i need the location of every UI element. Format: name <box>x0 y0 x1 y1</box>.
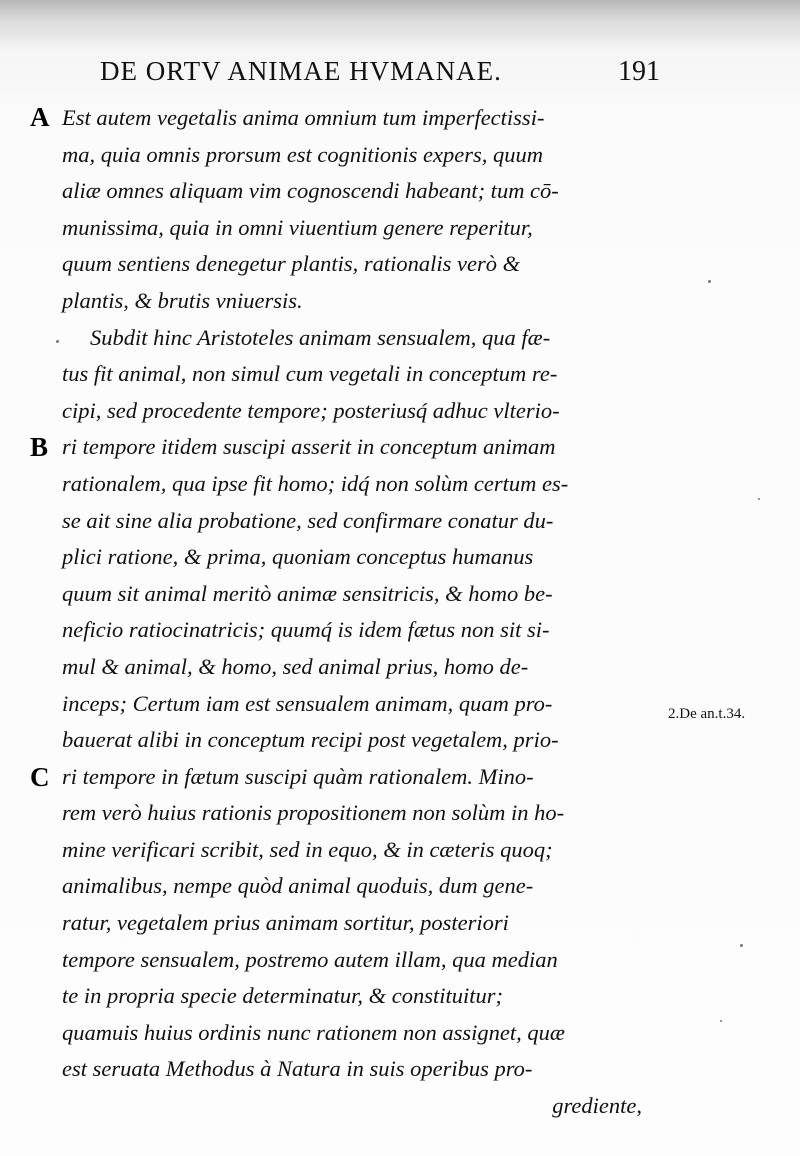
text-line: inceps; Certum iam est sensualem animam, quam pro- <box>62 690 553 716</box>
text-line: neficio ratiocinatricis; quumq́ is idem fætus non sit si- <box>62 617 550 643</box>
text-line: quum sit animal meritò animæ sensitricis, & homo be- <box>62 580 553 606</box>
text-line: plantis, & brutis vniuersis. <box>62 287 303 313</box>
text-line: cipi, sed procedente tempore; posteriusq́ adhuc vlterio- <box>62 397 560 423</box>
text-line: Est autem vegetalis anima omnium tum imperfectissi- <box>62 105 545 130</box>
text-line: ma, quia omnis prorsum est cognitionis expers, quum <box>62 141 544 167</box>
text-line: tempore sensualem, postremo autem illam, qua median <box>62 946 558 972</box>
text-line: mul & animal, & homo, sed animal prius, homo de- <box>62 653 529 679</box>
margin-letter-c: C <box>30 762 50 792</box>
text-line: aliæ omnes aliquam vim cognoscendi habeant; tum cō- <box>62 178 559 204</box>
text-line: tus fit animal, non simul cum vegetali in conceptum re- <box>62 361 558 387</box>
text-line: quamuis huius ordinis nunc rationem non assignet, quæ <box>62 1019 565 1045</box>
margin-note: 2.De an.t.34. <box>668 706 746 722</box>
text-line: ratur, vegetalem prius animam sortitur, posteriori <box>62 910 509 936</box>
ink-speck <box>758 498 760 500</box>
page-number: 191 <box>618 56 660 87</box>
running-title: DE ORTV ANIMAE HVMANAE. <box>100 56 502 86</box>
ink-speck <box>740 944 743 947</box>
margin-letter-a: A <box>30 102 50 132</box>
text-line: rationalem, qua ipse fit homo; idq́ non solùm certum es- <box>62 470 569 496</box>
text-line: ri tempore in fætum suscipi quàm rationalem. Mino- <box>62 763 534 789</box>
text-line: animalibus, nempe quòd animal quoduis, dum gene- <box>62 873 534 899</box>
text-line: munissima, quia in omni viuentium genere reperitur, <box>62 214 533 240</box>
text-line: quum sentiens denegetur plantis, rationalis verò & <box>62 251 521 277</box>
text-line: plici ratione, & prima, quoniam conceptus humanus <box>62 544 534 570</box>
page-top-shadow <box>0 0 800 50</box>
text-line: ri tempore itidem suscipi asserit in conceptum animam <box>62 434 556 460</box>
ink-speck <box>56 340 59 343</box>
body-text <box>62 100 662 1125</box>
text-line: te in propria specie determinatur, & constituitur; <box>62 983 504 1009</box>
text-line: est seruata Methodus à Natura in suis operibus pro- <box>62 1056 533 1082</box>
text-line: mine verificari scribit, sed in equo, & in cæteris quoq; <box>62 836 553 862</box>
text-line: rem verò huius rationis propositionem non solùm in ho- <box>62 800 565 826</box>
ink-speck <box>720 1020 722 1022</box>
ink-speck <box>708 280 711 283</box>
text-line: se ait sine alia probatione, sed confirmare conatur du- <box>62 507 554 533</box>
running-head <box>100 56 660 96</box>
margin-letter-b: B <box>30 432 49 462</box>
text-line: bauerat alibi in conceptum recipi post vegetalem, prio- <box>62 727 559 753</box>
text-line: Subdit hinc Aristoteles animam sensualem, qua fæ- <box>90 324 551 350</box>
text-line-last: grediente, <box>552 1093 642 1119</box>
